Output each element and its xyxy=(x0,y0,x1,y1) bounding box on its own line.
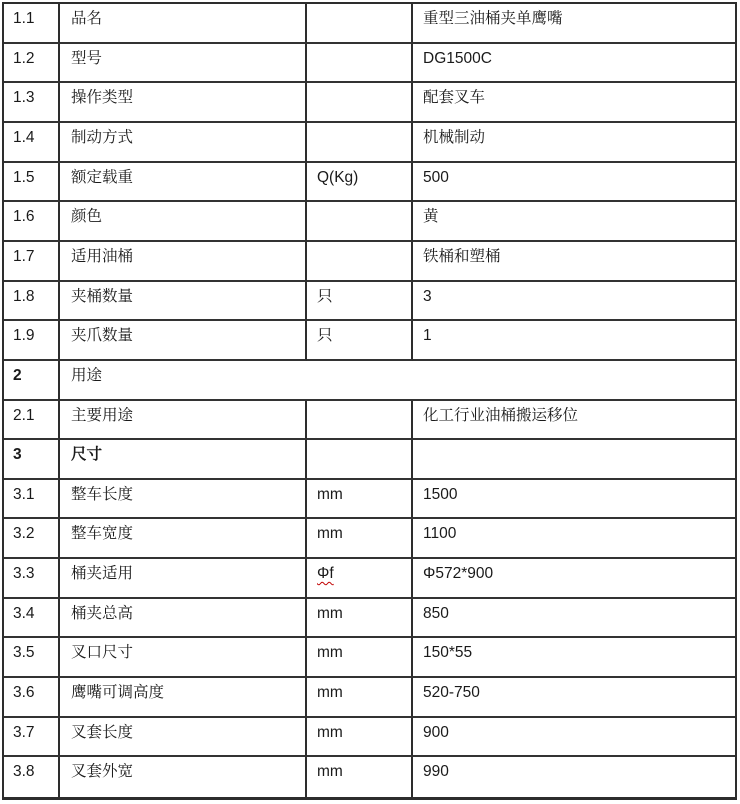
value-cell: 520-750 xyxy=(413,678,735,718)
spec-label-cell: 夹爪数量 xyxy=(60,321,307,361)
value-cell: 重型三油桶夹单鹰嘴 xyxy=(413,4,735,44)
row-number-cell: 1.2 xyxy=(4,44,60,84)
unit-text-spellcheck: Φf xyxy=(317,565,334,583)
unit-cell xyxy=(307,480,413,520)
value-cell: 配套叉车 xyxy=(413,83,735,123)
spec-label-cell: 叉口尺寸 xyxy=(60,638,307,678)
spec-label-cell: 整车长度 xyxy=(60,480,307,520)
row-number-cell: 1.1 xyxy=(4,4,60,44)
value-cell: 500 xyxy=(413,163,735,203)
unit-text: 只 xyxy=(317,327,333,345)
unit-text: mm xyxy=(317,485,343,503)
spec-table xyxy=(2,2,737,800)
unit-cell xyxy=(307,163,413,203)
value-cell: 990 xyxy=(423,763,449,781)
unit-cell xyxy=(307,282,413,322)
spec-label-cell: 叉套长度 xyxy=(60,718,307,758)
unit-cell xyxy=(307,559,413,599)
value-cell: 1 xyxy=(413,321,735,361)
value-cell: 850 xyxy=(413,599,735,639)
row-number-cell: 3 xyxy=(4,440,60,480)
row-number-cell: 3.2 xyxy=(4,519,60,559)
spec-label-cell: 适用油桶 xyxy=(60,242,307,282)
unit-text: mm xyxy=(317,684,343,702)
unit-cell xyxy=(307,678,413,718)
unit-cell xyxy=(307,757,413,797)
unit-cell xyxy=(307,440,413,480)
unit-text: mm xyxy=(317,525,343,543)
spec-label-cell: 整车宽度 xyxy=(60,519,307,559)
value-cell: 150*55 xyxy=(413,638,735,678)
spec-label-cell: 主要用途 xyxy=(60,401,307,441)
unit-cell xyxy=(307,599,413,639)
unit-cell xyxy=(307,638,413,678)
unit-cell xyxy=(307,44,413,84)
spec-label-cell: 品名 xyxy=(60,4,307,44)
unit-cell xyxy=(307,321,413,361)
unit-cell xyxy=(307,202,413,242)
row-number-cell: 1.4 xyxy=(4,123,60,163)
spec-label-cell: 鹰嘴可调高度 xyxy=(60,678,307,718)
row-number-cell: 2.1 xyxy=(4,401,60,441)
value-cell: 3 xyxy=(413,282,735,322)
row-number-cell: 3.6 xyxy=(4,678,60,718)
spec-label-cell: 夹桶数量 xyxy=(60,282,307,322)
value-cell xyxy=(413,440,735,480)
unit-cell xyxy=(307,242,413,282)
unit-cell xyxy=(307,401,413,441)
unit-text: mm xyxy=(317,763,343,781)
row-number-cell: 1.9 xyxy=(4,321,60,361)
value-cell: 1100 xyxy=(413,519,735,559)
spec-label-cell: 制动方式 xyxy=(60,123,307,163)
value-cell: 机械制动 xyxy=(413,123,735,163)
unit-text: mm xyxy=(317,723,343,741)
row-number-cell: 1.3 xyxy=(4,83,60,123)
value-cell: 黄 xyxy=(413,202,735,242)
unit-cell xyxy=(307,718,413,758)
unit-cell xyxy=(307,4,413,44)
row-number-cell: 1.6 xyxy=(4,202,60,242)
unit-cell xyxy=(307,123,413,163)
spec-label-cell: 颜色 xyxy=(60,202,307,242)
row-number-cell: 3.8 xyxy=(4,757,60,797)
unit-text: mm xyxy=(317,604,343,622)
row-number-cell: 1.7 xyxy=(4,242,60,282)
unit-cell xyxy=(307,519,413,559)
row-number-cell: 2 xyxy=(4,361,60,401)
row-number-cell: 1.8 xyxy=(4,282,60,322)
value-cell: 1500 xyxy=(413,480,735,520)
row-number-cell: 3.1 xyxy=(4,480,60,520)
value-cell: Φ572*900 xyxy=(413,559,735,599)
unit-text: Q(Kg) xyxy=(317,168,359,186)
row-number-cell: 1.5 xyxy=(4,163,60,203)
value-cell: 化工行业油桶搬运移位 xyxy=(413,401,735,441)
spec-label-cell: 额定载重 xyxy=(60,163,307,203)
row-number-cell: 3.5 xyxy=(4,638,60,678)
value-cell: 900 xyxy=(413,718,735,758)
spec-label-cell: 桶夹总高 xyxy=(60,599,307,639)
spec-label-cell: 尺寸 xyxy=(60,440,307,480)
value-cell: 铁桶和塑桶 xyxy=(413,242,735,282)
spec-label-cell: 桶夹适用 xyxy=(60,559,307,599)
row-number-cell: 3.4 xyxy=(4,599,60,639)
unit-cell xyxy=(307,83,413,123)
spec-label-cell: 叉套外宽 xyxy=(60,757,307,797)
spec-label-cell: 操作类型 xyxy=(60,83,307,123)
spec-label-cell: 用途 xyxy=(60,361,735,401)
spec-label-cell: 型号 xyxy=(60,44,307,84)
unit-text: 只 xyxy=(317,287,333,305)
row-number-cell: 3.7 xyxy=(4,718,60,758)
unit-text: mm xyxy=(317,644,343,662)
value-cell: DG1500C xyxy=(413,44,735,84)
row-number-cell: 3.3 xyxy=(4,559,60,599)
